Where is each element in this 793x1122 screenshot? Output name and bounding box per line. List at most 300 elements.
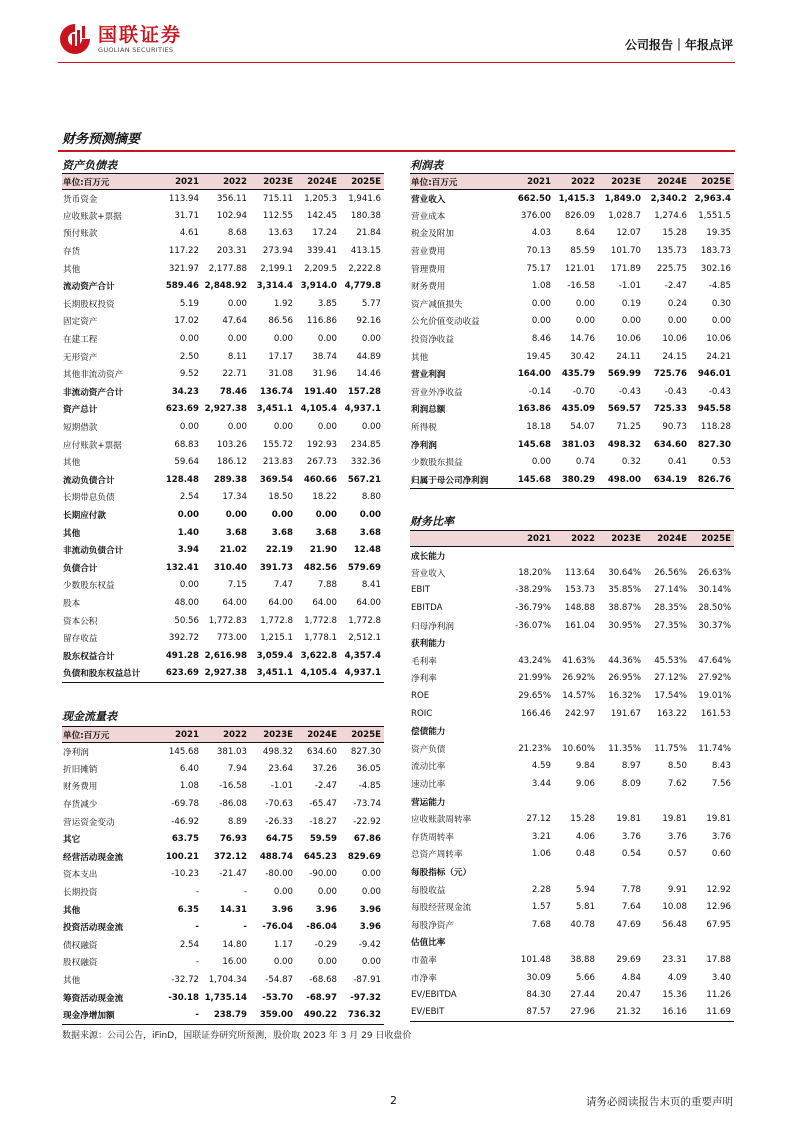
column-header: 2021	[156, 727, 202, 743]
cell-value: 101.70	[610, 246, 641, 257]
cell-value: 155.72	[262, 439, 293, 450]
table-row	[410, 775, 734, 793]
cell-value: 180.38	[350, 210, 381, 221]
row-label: 流动负债合计	[63, 475, 115, 486]
cell-value: 380.29	[554, 471, 598, 489]
table-row	[410, 564, 734, 582]
cell-value: 381.03	[561, 439, 595, 450]
cell-value: 0.00	[273, 957, 293, 968]
cell-value: 310.40	[213, 562, 247, 573]
cell-value: 28.50%	[698, 603, 731, 614]
cell-value: 1,215.1	[260, 633, 293, 644]
table-row	[410, 916, 734, 934]
cell-value: 1.08	[179, 781, 199, 792]
cell-value: 0.00	[177, 509, 199, 520]
cell-value: 64.75	[265, 834, 293, 845]
cell-value: 7.62	[667, 779, 687, 790]
cell-value: -21.47	[219, 869, 247, 880]
cell-value: -68.68	[309, 975, 337, 986]
row-label: ROIC	[411, 708, 433, 719]
row-label: 营业利润	[411, 370, 446, 381]
cell-value: 166.46	[520, 708, 551, 719]
table-row	[410, 898, 734, 916]
cell-value: 826.76	[690, 471, 734, 489]
cell-value: 118.28	[700, 422, 731, 433]
row-label: EBITDA	[411, 603, 443, 614]
cell-value: 117.22	[168, 246, 199, 257]
table-row	[410, 969, 734, 987]
table-row	[62, 612, 384, 630]
table-row	[62, 594, 384, 612]
row-label: 资本支出	[63, 870, 98, 881]
table-row	[410, 313, 734, 331]
row-label: 存货减少	[63, 800, 98, 811]
table-row	[62, 629, 384, 647]
row-label: 短期借款	[63, 423, 98, 434]
cell-value: -	[156, 1006, 202, 1024]
cell-value: 22.19	[265, 545, 293, 556]
cell-value: 192.93	[306, 439, 337, 450]
cell-value: 35.85%	[608, 585, 641, 596]
cell-value: -9.42	[358, 939, 381, 950]
cell-value: 0.00	[575, 316, 595, 327]
cell-value: 23.64	[268, 763, 293, 774]
table-row	[410, 277, 734, 295]
cell-value: 0.00	[317, 887, 337, 898]
ratios-title: 财务比率	[410, 515, 454, 528]
column-header	[410, 531, 508, 547]
cell-value: 3.76	[711, 831, 731, 842]
cell-value: 435.79	[561, 369, 595, 380]
cell-value: 7.78	[621, 884, 641, 895]
table-header-row	[62, 727, 384, 743]
cell-value: 112.55	[262, 210, 293, 221]
cell-value: 48.00	[174, 597, 199, 608]
cell-value: 38.88	[570, 954, 595, 965]
row-label: 财务费用	[63, 782, 98, 793]
row-label: 市盈率	[411, 955, 437, 966]
table-row	[410, 687, 734, 705]
cell-value: 3.68	[271, 527, 293, 538]
cell-value: 92.16	[356, 316, 381, 327]
row-label: 其他	[411, 352, 429, 363]
cell-value: -2.47	[314, 781, 337, 792]
report-type: 公司报告｜年报点评	[624, 38, 733, 52]
cell-value: 163.86	[517, 404, 551, 415]
cell-value: 3,451.1	[250, 665, 296, 683]
cell-value: 8.68	[227, 228, 247, 239]
cell-value: 14.57%	[562, 691, 595, 702]
cell-value: 0.00	[359, 509, 381, 520]
table-row	[62, 647, 384, 665]
row-label: 资本公积	[63, 616, 98, 627]
column-header: 2023E	[250, 727, 296, 743]
column-header: 2022	[554, 531, 598, 547]
cell-value: 0.00	[531, 316, 551, 327]
cell-value	[508, 547, 554, 565]
cell-value: 0.41	[667, 457, 687, 468]
cell-value: -86.08	[219, 799, 247, 810]
cell-value: 634.19	[644, 471, 690, 489]
cell-value: 634.60	[653, 439, 687, 450]
cell-value: 2,209.5	[304, 263, 337, 274]
cell-value: 14.80	[222, 939, 247, 950]
cell-value: 19.35	[706, 228, 731, 239]
cell-value: 27.12%	[654, 673, 687, 684]
cell-value: 26.92%	[562, 673, 595, 684]
table-row	[62, 365, 384, 383]
table-row	[410, 418, 734, 436]
row-label: 应付账款+票据	[63, 440, 122, 451]
row-label: 营运能力	[411, 797, 446, 808]
cell-value: 145.68	[517, 439, 551, 450]
cell-value: 0.00	[361, 869, 381, 880]
cell-value: 21.90	[309, 545, 337, 556]
table-row	[410, 652, 734, 670]
cell-value: 0.00	[225, 509, 247, 520]
cell-value: 18.22	[312, 492, 337, 503]
cell-value: 569.99	[607, 369, 641, 380]
cell-value: 30.37%	[698, 620, 731, 631]
cell-value: 161.53	[700, 708, 731, 719]
row-label: 在建工程	[63, 335, 98, 346]
cell-value: 38.74	[312, 351, 337, 362]
table-row	[62, 313, 384, 331]
table-row	[410, 634, 734, 652]
cell-value: 113.94	[168, 193, 199, 204]
cell-value: 14.76	[570, 334, 595, 345]
table-row	[410, 260, 734, 278]
cell-value: -46.92	[171, 816, 199, 827]
cell-value: 0.30	[711, 298, 731, 309]
cell-value: 0.00	[361, 334, 381, 345]
cell-value: 90.73	[662, 422, 687, 433]
row-label: 股权融资	[63, 958, 98, 969]
row-label: 长期股权投资	[63, 299, 115, 310]
row-label: 投资活动现金流	[63, 923, 124, 934]
cell-value: 16.00	[222, 957, 247, 968]
row-label: 估值比率	[411, 938, 446, 949]
cell-value: 50.56	[174, 615, 199, 626]
cell-value: 22.71	[222, 369, 247, 380]
cell-value: 589.46	[165, 281, 199, 292]
cell-value: 0.00	[317, 422, 337, 433]
table-row	[410, 582, 734, 600]
cell-value: 356.11	[216, 193, 247, 204]
row-label: 营业外净收益	[411, 387, 463, 398]
cell-value: 242.97	[564, 708, 595, 719]
row-label: 其它	[63, 835, 81, 846]
table-row	[410, 436, 734, 454]
cell-value: 21.84	[356, 228, 381, 239]
cell-value: 725.33	[653, 404, 687, 415]
cell-value: 101.48	[520, 954, 551, 965]
cell-value: 3.76	[667, 831, 687, 842]
cell-value: 2.28	[531, 884, 551, 895]
cell-value: 30.95%	[608, 620, 641, 631]
row-label: EV/EBITDA	[411, 990, 457, 1001]
table-row	[410, 295, 734, 313]
cell-value: -53.70	[262, 992, 293, 1003]
cell-value: -0.70	[572, 386, 595, 397]
cell-value	[598, 934, 644, 952]
cell-value: 64.00	[268, 597, 293, 608]
cell-value: 2,927.38	[204, 404, 247, 415]
cell-value: 634.60	[306, 746, 337, 757]
cell-value: 78.46	[219, 386, 247, 397]
row-label: 每股收益	[411, 885, 446, 896]
cell-value: 391.73	[259, 562, 293, 573]
cell-value: 3.85	[317, 298, 337, 309]
cell-value: 20.47	[616, 990, 641, 1001]
column-header: 2025E	[690, 531, 734, 547]
cell-value: 186.12	[216, 457, 247, 468]
cell-value: 161.04	[564, 620, 595, 631]
cell-value: 19.81	[706, 814, 731, 825]
cell-value: 0.00	[179, 334, 199, 345]
cell-value: 9.84	[575, 761, 595, 772]
page-header	[0, 0, 793, 64]
cell-value: 1,415.3	[558, 193, 595, 204]
cell-value: 19.81	[616, 814, 641, 825]
cell-value: 6.35	[177, 904, 199, 915]
cell-value: 3,314.4	[256, 281, 293, 292]
cell-value: 76.93	[219, 834, 247, 845]
row-label: 总资产周转率	[411, 850, 463, 861]
cell-value	[598, 722, 644, 740]
cell-value: 0.00	[179, 580, 199, 591]
cell-value	[644, 934, 690, 952]
table-header-row	[62, 174, 384, 190]
cell-value: 8.64	[575, 228, 595, 239]
table-row	[62, 401, 384, 419]
cell-value: 27.92%	[698, 673, 731, 684]
table-row	[62, 743, 384, 761]
table-row	[410, 740, 734, 758]
cell-value: 163.22	[656, 708, 687, 719]
cell-value: 47.69	[616, 919, 641, 930]
cell-value: 21.23%	[518, 743, 551, 754]
column-header: 单位:百万元	[62, 174, 156, 190]
cell-value: 2,616.98	[204, 650, 247, 661]
cell-value: 0.00	[361, 957, 381, 968]
cell-value: 826.09	[564, 210, 595, 221]
footer-disclaimer: 请务必阅读报告末页的重要声明	[586, 1096, 733, 1108]
cell-value: 945.58	[697, 404, 731, 415]
cell-value: 44.36%	[608, 655, 641, 666]
cell-value: 17.02	[174, 316, 199, 327]
cell-value: 1,704.34	[208, 975, 247, 986]
table-row	[410, 1004, 734, 1022]
cell-value	[690, 863, 734, 881]
cell-value	[690, 934, 734, 952]
row-label: 存货	[63, 247, 81, 258]
cell-value: 29.65%	[518, 691, 551, 702]
table-row	[410, 846, 734, 864]
cell-value: -	[195, 957, 199, 968]
cell-value: 24.11	[616, 351, 641, 362]
cell-value: 9.06	[575, 779, 595, 790]
cell-value: 0.00	[273, 887, 293, 898]
cell-value: 4,105.4	[300, 404, 337, 415]
cashflow-title: 现金流量表	[62, 710, 117, 723]
cell-value: 302.16	[700, 263, 731, 274]
table-row	[62, 524, 384, 542]
row-label: 其他非流动资产	[63, 370, 124, 381]
cell-value: 153.73	[564, 585, 595, 596]
row-label: 其他	[63, 905, 81, 916]
table-row	[62, 971, 384, 989]
cell-value: -	[195, 887, 199, 898]
cell-value	[598, 863, 644, 881]
cell-value: 2,340.2	[650, 193, 687, 204]
cell-value: 17.24	[312, 228, 337, 239]
cell-value: -32.72	[171, 975, 199, 986]
cell-value: 28.35%	[654, 603, 687, 614]
row-label: 固定资产	[63, 317, 98, 328]
cell-value: 102.94	[216, 210, 247, 221]
cell-value: 21.99%	[518, 673, 551, 684]
cell-value: 34.23	[171, 386, 199, 397]
cell-value: 17.34	[222, 492, 247, 503]
cell-value: 1.57	[531, 902, 551, 913]
row-label: 成长能力	[411, 551, 446, 562]
table-row	[410, 828, 734, 846]
table-row	[62, 348, 384, 366]
cell-value: 11.75%	[654, 743, 687, 754]
cell-value: 2,177.88	[208, 263, 247, 274]
row-label: ROE	[411, 691, 430, 702]
row-label: EV/EBIT	[410, 1004, 508, 1022]
cell-value: 0.00	[315, 509, 337, 520]
table-row	[62, 1006, 384, 1024]
table-row	[410, 190, 734, 208]
cell-value: 1.06	[531, 849, 551, 860]
cell-value: 3.44	[531, 779, 551, 790]
table-row	[410, 471, 734, 489]
table-row	[410, 453, 734, 471]
cell-value: 2.54	[179, 492, 199, 503]
table-row	[62, 918, 384, 936]
cell-value: 0.00	[361, 422, 381, 433]
cell-value: 16.16	[644, 1004, 690, 1022]
cell-value: 63.75	[171, 834, 199, 845]
cell-value: 85.59	[570, 246, 595, 257]
cell-value	[690, 793, 734, 811]
cell-value: 3.96	[359, 922, 381, 933]
column-header: 2024E	[644, 531, 690, 547]
row-label: 长期应付款	[63, 510, 106, 521]
income-statement-title: 利润表	[410, 159, 443, 172]
cell-value	[554, 863, 598, 881]
table-row	[62, 989, 384, 1007]
cell-value: 490.22	[296, 1006, 340, 1024]
cell-value: 8.43	[711, 761, 731, 772]
table-row	[62, 383, 384, 401]
column-header: 2025E	[340, 174, 384, 190]
cell-value: 0.48	[575, 849, 595, 860]
cell-value	[644, 634, 690, 652]
cell-value: 715.11	[262, 193, 293, 204]
row-label: 其他	[63, 528, 81, 539]
cell-value: 44.89	[356, 351, 381, 362]
cell-value: 135.73	[656, 246, 687, 257]
cell-value: 829.69	[347, 851, 381, 862]
page-number: 2	[390, 1094, 397, 1107]
cell-value: 0.00	[179, 422, 199, 433]
cell-value: 773.00	[216, 633, 247, 644]
row-label: 每股经营现金流	[411, 903, 472, 914]
row-label: 毛利率	[411, 656, 437, 667]
cell-value: -16.58	[219, 781, 247, 792]
row-label: 归母净利润	[411, 621, 454, 632]
cell-value: 59.64	[174, 457, 199, 468]
cell-value: 1,849.0	[604, 193, 641, 204]
ratios-table	[410, 530, 734, 1022]
cell-value: 4.61	[179, 228, 199, 239]
cell-value: 0.24	[667, 298, 687, 309]
cell-value: 21.32	[598, 1004, 644, 1022]
row-label: 资产总计	[63, 405, 98, 416]
cell-value: -16.58	[567, 281, 595, 292]
column-header: 2025E	[690, 174, 734, 190]
cell-value: 946.01	[697, 369, 731, 380]
column-header: 2025E	[340, 727, 384, 743]
cell-value: 0.19	[621, 298, 641, 309]
cell-value: -69.78	[171, 799, 199, 810]
cell-value: 191.40	[303, 386, 337, 397]
cell-value: 171.89	[610, 263, 641, 274]
cell-value: -4.85	[358, 781, 381, 792]
cell-value: -65.47	[309, 799, 337, 810]
balance-sheet-table	[62, 173, 384, 683]
cell-value: 8.50	[667, 761, 687, 772]
table-row	[62, 954, 384, 972]
cell-value: 27.12	[526, 814, 551, 825]
header-divider	[58, 62, 735, 63]
row-label: 预付账款	[63, 229, 98, 240]
row-label: 公允价值变动收益	[411, 317, 480, 328]
cell-value: 31.71	[174, 210, 199, 221]
cell-value: 1.08	[531, 281, 551, 292]
cell-value: 37.26	[312, 763, 337, 774]
cell-value: 15.36	[662, 990, 687, 1001]
cell-value: 12.48	[353, 545, 381, 556]
cell-value: 24.21	[706, 351, 731, 362]
table-row	[62, 190, 384, 208]
cell-value	[508, 934, 554, 952]
table-row	[410, 547, 734, 565]
table-row	[410, 207, 734, 225]
row-label: 投资净收益	[411, 335, 454, 346]
cell-value: 2.54	[179, 939, 199, 950]
cell-value: 8.89	[227, 816, 247, 827]
cell-value: 27.44	[570, 990, 595, 1001]
data-source-note: 数据来源：公司公告，iFinD，国联证券研究所预测，股价取 2023 年 3 月 29 日收盘价	[62, 1031, 412, 1041]
row-label: 应收账款周转率	[411, 815, 472, 826]
column-header: 2021	[508, 174, 554, 190]
cell-value: 203.31	[216, 246, 247, 257]
column-header: 2023E	[250, 174, 296, 190]
cell-value: 30.09	[526, 972, 551, 983]
cell-value: 4.59	[531, 761, 551, 772]
table-row	[410, 934, 734, 952]
row-label: 其他	[63, 264, 81, 275]
table-row	[410, 793, 734, 811]
cell-value: 191.67	[610, 708, 641, 719]
table-row	[410, 383, 734, 401]
row-label: 所得税	[411, 423, 437, 434]
